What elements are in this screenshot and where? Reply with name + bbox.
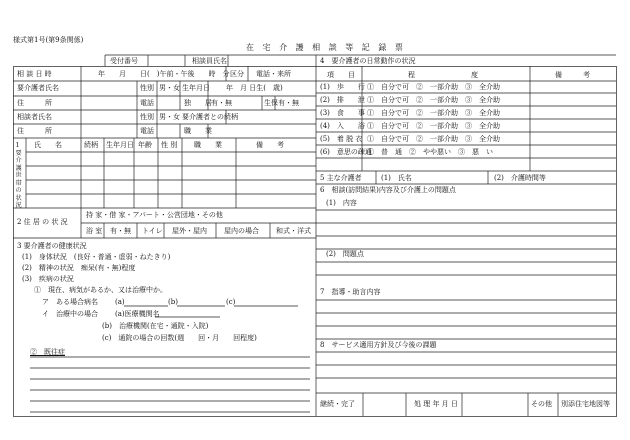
welfare-label: 生保 bbox=[264, 98, 278, 107]
indoor-case-label: 屋内の場合 bbox=[224, 226, 259, 235]
caregiver-name-label: (1) 氏名 bbox=[381, 173, 412, 182]
continue-complete-choice[interactable]: 継続・完了 bbox=[320, 400, 355, 408]
col-note-header: 備 考 bbox=[555, 70, 590, 79]
excretion-label: (2) 排 泄 bbox=[320, 96, 365, 104]
treating-label: イ 治療中の場合 bbox=[42, 310, 98, 318]
sex-label: 性別 bbox=[140, 84, 154, 92]
form-number: 様式第1号(第9条関係) bbox=[13, 36, 84, 44]
family-header-sex: 性 別 bbox=[161, 141, 178, 149]
other-label: その他 bbox=[531, 400, 552, 408]
toilet-location-choice[interactable]: 屋外・屋内 bbox=[172, 226, 207, 235]
housing-type-choice[interactable]: 持 家・借 家・アパート・公営団地・その他 bbox=[86, 211, 223, 219]
content-label: (1) 内容 bbox=[326, 199, 357, 207]
disease-option-c: (c) bbox=[226, 298, 236, 306]
birthdate-fields[interactable]: 年 月 日生( 歳) bbox=[226, 84, 283, 92]
toilet-label: トイレ bbox=[142, 226, 163, 235]
family-header-occupation: 職 業 bbox=[194, 141, 222, 149]
problems-label: (2) 問題点 bbox=[326, 250, 364, 258]
consult-datetime-fields[interactable]: 年 月 日( )午前・午後 時 分 bbox=[98, 69, 230, 78]
disease-option-a: (a) bbox=[115, 298, 125, 306]
dressing-scale[interactable]: ① 自分で可 ② 一部介助 ③ 全介助 bbox=[367, 135, 500, 143]
consultant-phone-label: 電話 bbox=[140, 126, 154, 135]
consultant-sex-label: 性別 bbox=[140, 112, 154, 121]
consultant-sex-choice[interactable]: 男・女 bbox=[159, 112, 180, 121]
family-section-label: 1要介護世帯の状況 bbox=[15, 142, 22, 209]
family-header-relation: 続柄 bbox=[84, 141, 98, 149]
consult-contents-title: 6 相談(訪問結果)内容及び介護上の問題点 bbox=[320, 186, 456, 194]
consultant-address-label: 住 所 bbox=[17, 126, 52, 135]
disease-name-label: ア ある場合病名 bbox=[42, 298, 98, 306]
reception-number-label: 受付番号 bbox=[110, 56, 138, 65]
disease-condition: (3) 疾病の状況 bbox=[22, 275, 74, 283]
phone-visit-choice[interactable]: 電話・来所 bbox=[256, 69, 291, 78]
bathing-scale[interactable]: ① 自分で可 ② 一部介助 ③ 全介助 bbox=[367, 122, 500, 130]
meal-label: (3) 食 事 bbox=[320, 109, 365, 117]
phone-label: 電話 bbox=[140, 98, 154, 107]
family-header-note: 備 考 bbox=[256, 141, 284, 149]
care-time-label: (2) 介護時間等 bbox=[494, 173, 546, 182]
consultant-name-label: 相談者氏名 bbox=[17, 112, 52, 121]
treatment-type[interactable]: (b) 治療機関(在宅・通院・入院) bbox=[102, 322, 209, 330]
service-policy-title: 8 サービス適用方針及び今後の課題 bbox=[320, 341, 437, 349]
visit-frequency[interactable]: (c) 通院の場合の回数(週 回・月 回程度) bbox=[102, 334, 257, 342]
disease-option-b: (b) bbox=[168, 298, 178, 306]
meal-scale[interactable]: ① 自分で可 ② 一部介助 ③ 全介助 bbox=[367, 109, 500, 117]
health-title: 3 要介護者の健康状況 bbox=[17, 242, 87, 250]
family-header-birthdate: 生年月日 bbox=[106, 141, 134, 149]
medical-institution-label: (a)医療機関名 bbox=[115, 310, 160, 318]
communication-scale[interactable]: ① 普 通 ② やや悪い ③ 悪 い bbox=[367, 148, 493, 156]
physical-condition[interactable]: (1) 身体状況 (良好・普通・虚弱・ねたきり) bbox=[22, 253, 171, 261]
col-degree-header: 程 度 bbox=[408, 70, 478, 79]
occupation-label: 職 業 bbox=[184, 126, 212, 135]
relation-label: 要介護者との続柄 bbox=[182, 112, 238, 121]
guidance-title: 7 指導・助言内容 bbox=[320, 288, 381, 296]
processing-date-label: 処 理 年 月 日 bbox=[414, 400, 458, 408]
care-receiver-name-label: 要介護者氏名 bbox=[17, 84, 59, 92]
consult-datetime-label: 相 談 日 時 bbox=[17, 69, 52, 78]
bathing-label: (4) 入 浴 bbox=[320, 122, 365, 130]
current-disease-question: ① 現在、病気があるか、又は治療中か。 bbox=[34, 286, 167, 294]
walking-label: (1) 歩 行 bbox=[320, 83, 365, 91]
housing-label: 2 住 居 の 状 況 bbox=[17, 218, 68, 226]
dressing-label: (5) 着 脱 衣 bbox=[320, 135, 363, 143]
interviewer-label: 相談員氏名 bbox=[192, 56, 227, 65]
living-alone-choice[interactable]: 有・無 bbox=[211, 98, 232, 107]
category-label: 区分 bbox=[230, 69, 244, 78]
family-header-name: 氏 名 bbox=[34, 141, 62, 149]
walking-scale[interactable]: ① 自分で可 ② 一部介助 ③ 全介助 bbox=[367, 83, 500, 91]
birthdate-label: 生年月日 bbox=[182, 84, 210, 92]
attachment-map-label: 別添住宅地図等 bbox=[561, 400, 610, 408]
bath-choice[interactable]: 有・無 bbox=[110, 226, 131, 235]
form-title: 在 宅 介 護 相 談 等 記 録 票 bbox=[246, 43, 406, 52]
address-label: 住 所 bbox=[17, 98, 52, 107]
welfare-choice[interactable]: 有・無 bbox=[278, 98, 299, 107]
main-caregiver-label: 5 主な介護者 bbox=[320, 173, 362, 182]
communication-label: (6) 意思の疎通 bbox=[320, 148, 372, 156]
past-history-label: ② 既往症 bbox=[30, 348, 65, 356]
col-item-header: 項 目 bbox=[327, 70, 355, 79]
excretion-scale[interactable]: ① 自分で可 ② 一部介助 ③ 全介助 bbox=[367, 96, 500, 104]
daily-life-title: 4 要介護者の日常動作の状況 bbox=[320, 57, 416, 65]
living-alone-label: 独 居 bbox=[184, 98, 212, 107]
family-header-age: 年齢 bbox=[138, 141, 152, 149]
sex-choice[interactable]: 男・女 bbox=[159, 84, 180, 92]
mental-condition[interactable]: (2) 精神の状況 痴呆(有・無)程度 bbox=[22, 264, 136, 272]
bath-label: 浴 室 bbox=[86, 226, 103, 235]
toilet-type-choice[interactable]: 和式・洋式 bbox=[276, 226, 311, 235]
